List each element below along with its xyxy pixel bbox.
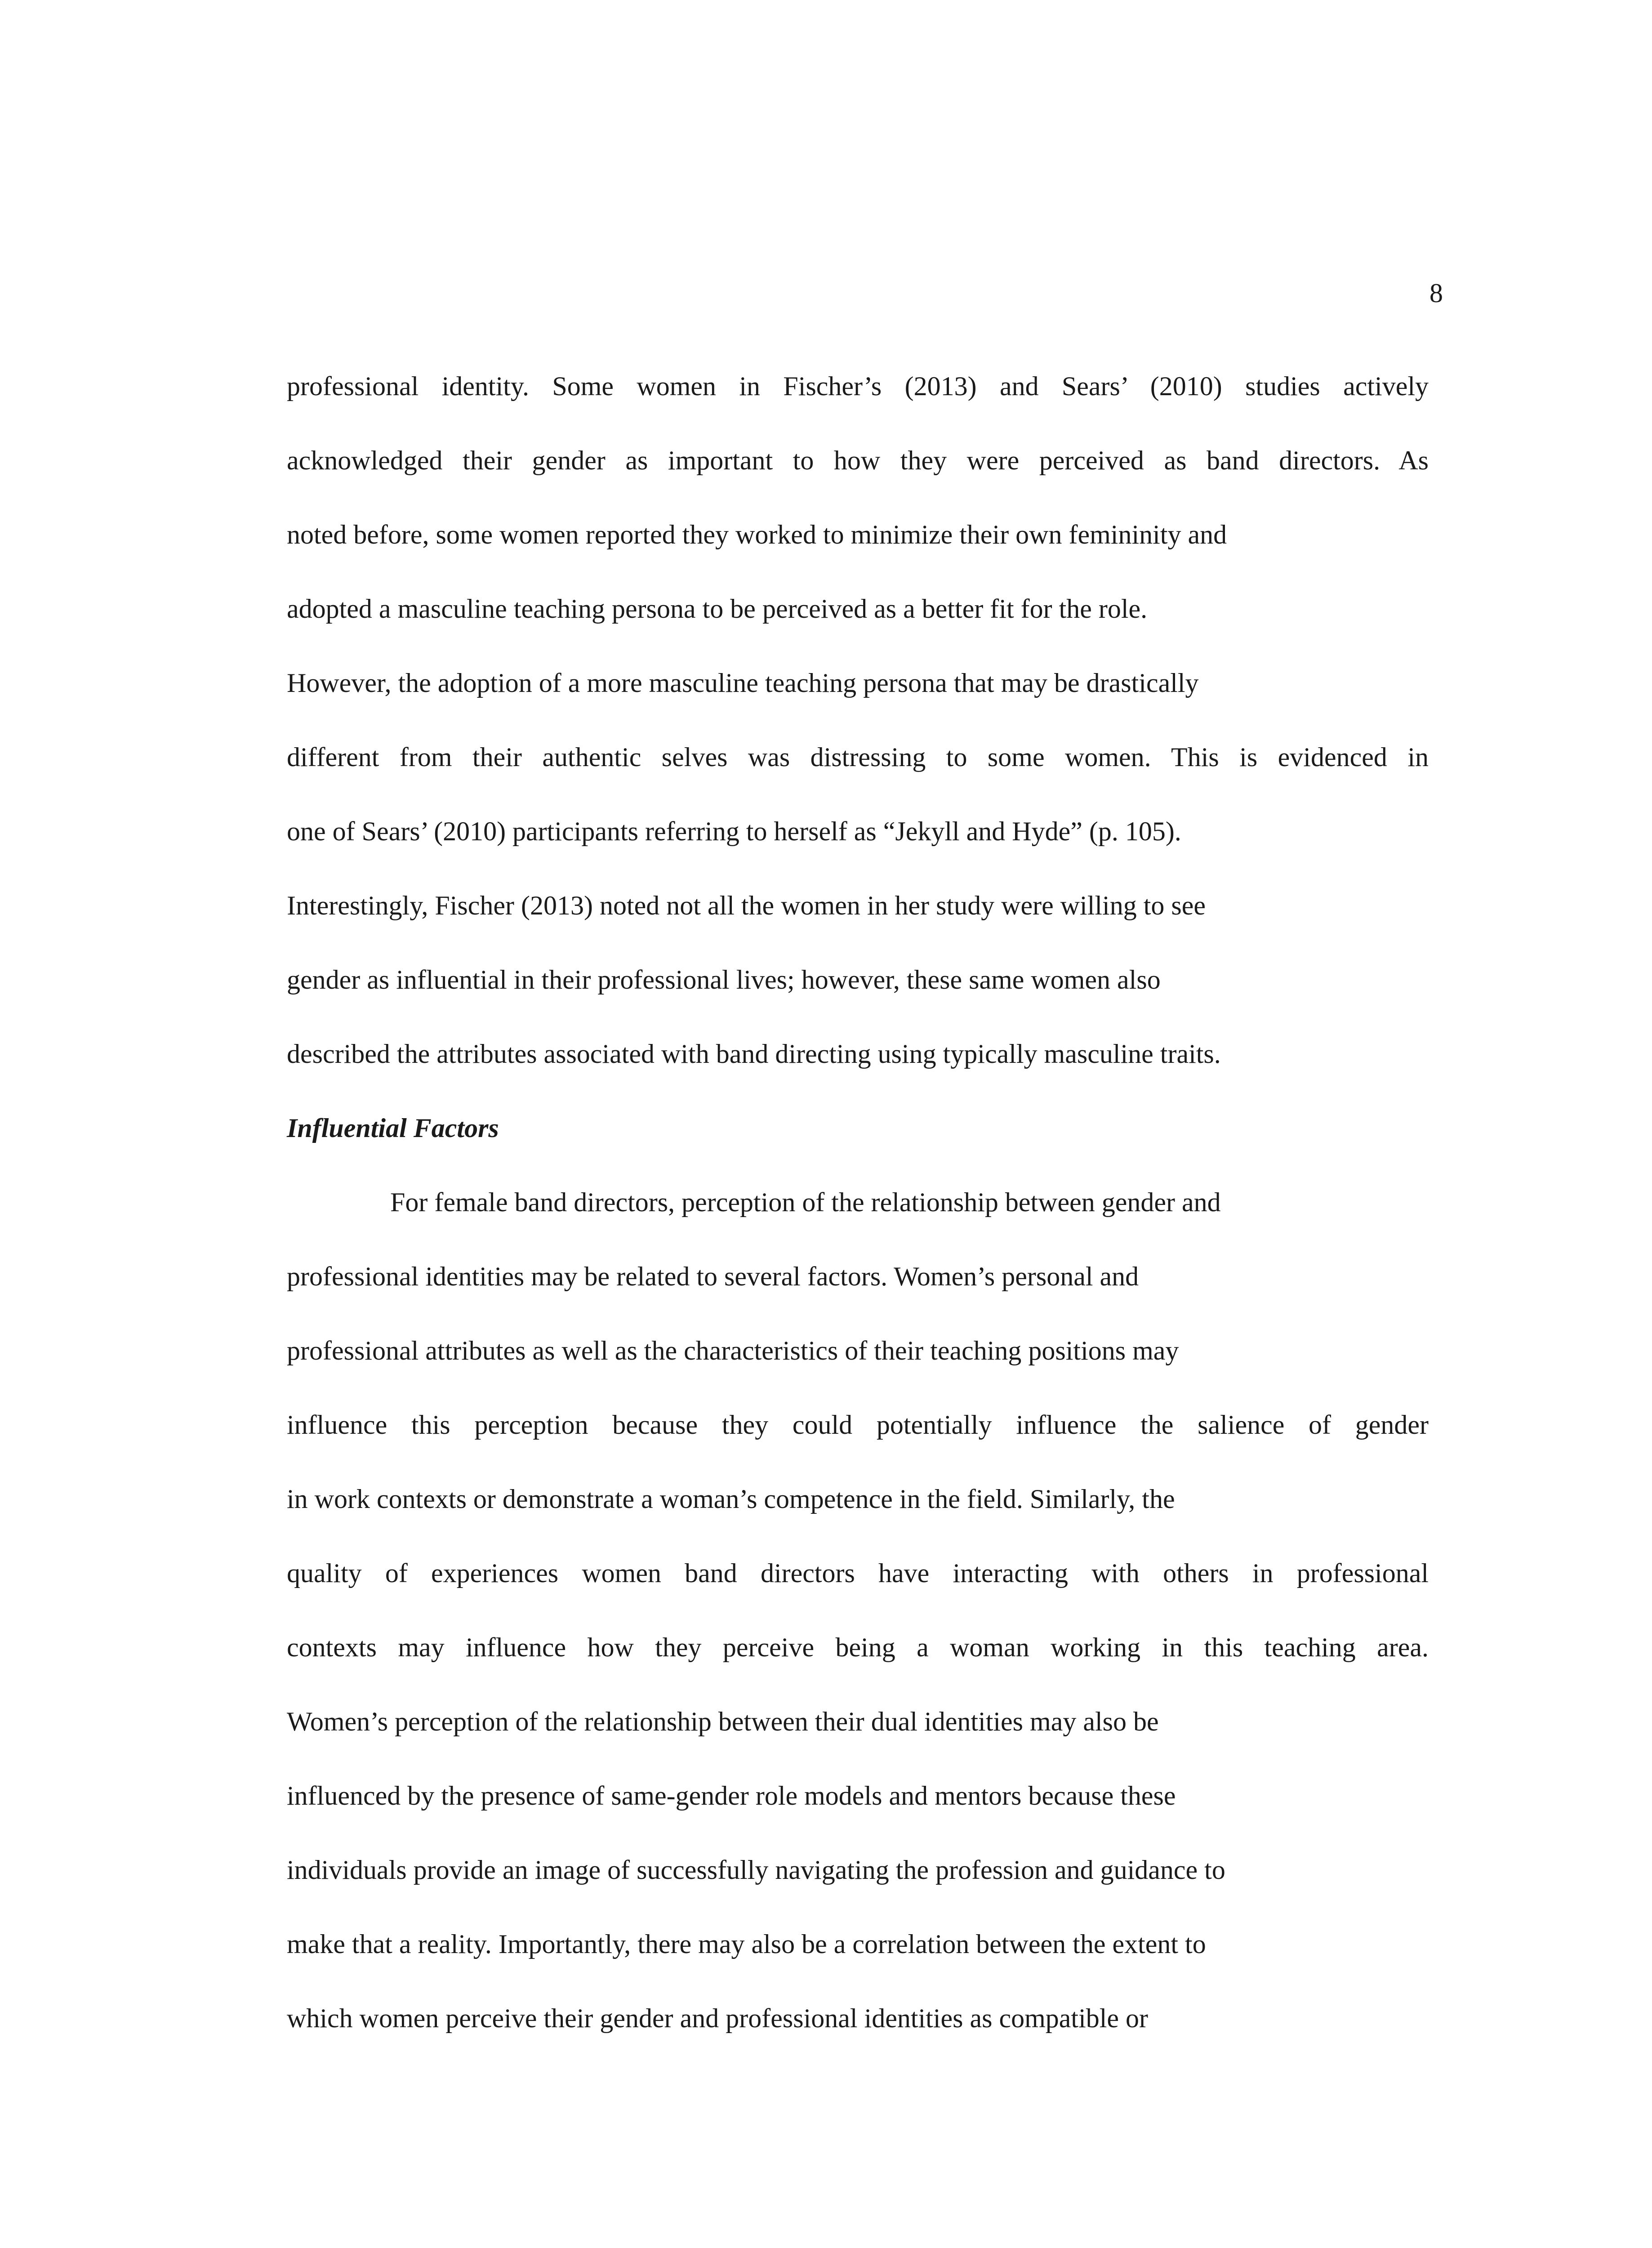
text-line: one of Sears’ (2010) participants referring to herself as “Jekyll and Hyde” (p. 105). bbox=[287, 816, 1181, 846]
text-line: influenced by the presence of same-gender role models and mentors because these bbox=[287, 1781, 1176, 1811]
text-line: For female band directors, perception of the relationship between gender and bbox=[390, 1187, 1221, 1217]
text-line: which women perceive their gender and professional identities as compatible or bbox=[287, 2003, 1149, 2033]
text-line: individuals provide an image of successfully navigating the profession and guidance to bbox=[287, 1855, 1225, 1885]
text-line: make that a reality. Importantly, there may also be a correlation between the extent to bbox=[287, 1929, 1206, 1959]
document-body bbox=[287, 368, 1429, 2074]
text-line: influence this perception because they could potentially influence the salience of gender bbox=[287, 1410, 1429, 1440]
text-line: adopted a masculine teaching persona to be perceived as a better fit for the role. bbox=[287, 594, 1148, 624]
page-number: 8 bbox=[1429, 278, 1443, 308]
section-heading: Influential Factors bbox=[287, 1113, 499, 1143]
text-line: contexts may influence how they perceive being a woman working in this teaching area. bbox=[287, 1632, 1429, 1662]
text-line: described the attributes associated with band directing using typically masculine traits. bbox=[287, 1039, 1221, 1069]
text-line: in work contexts or demonstrate a woman’s competence in the field. Similarly, the bbox=[287, 1484, 1175, 1514]
text-line: noted before, some women reported they worked to minimize their own femininity and bbox=[287, 520, 1227, 549]
text-line: However, the adoption of a more masculine teaching persona that may be drastically bbox=[287, 668, 1199, 698]
paragraph-influential-factors bbox=[287, 1184, 1429, 2074]
text-line: gender as influential in their professional lives; however, these same women also bbox=[287, 965, 1161, 995]
text-line: professional attributes as well as the characteristics of their teaching positions may bbox=[287, 1336, 1179, 1365]
text-line: acknowledged their gender as important to how they were perceived as band directors. As bbox=[287, 446, 1429, 475]
paragraph-continued bbox=[287, 368, 1429, 1110]
text-line: Interestingly, Fischer (2013) noted not all the women in her study were willing to see bbox=[287, 891, 1206, 920]
text-line: Women’s perception of the relationship between their dual identities may also be bbox=[287, 1707, 1159, 1736]
text-line: quality of experiences women band directors have interacting with others in professional bbox=[287, 1558, 1429, 1588]
text-line: professional identity. Some women in Fischer’s (2013) and Sears’ (2010) studies actively bbox=[287, 371, 1429, 401]
text-line: different from their authentic selves was distressing to some women. This is evidenced in bbox=[287, 742, 1429, 772]
text-line: professional identities may be related to several factors. Women’s personal and bbox=[287, 1262, 1139, 1291]
